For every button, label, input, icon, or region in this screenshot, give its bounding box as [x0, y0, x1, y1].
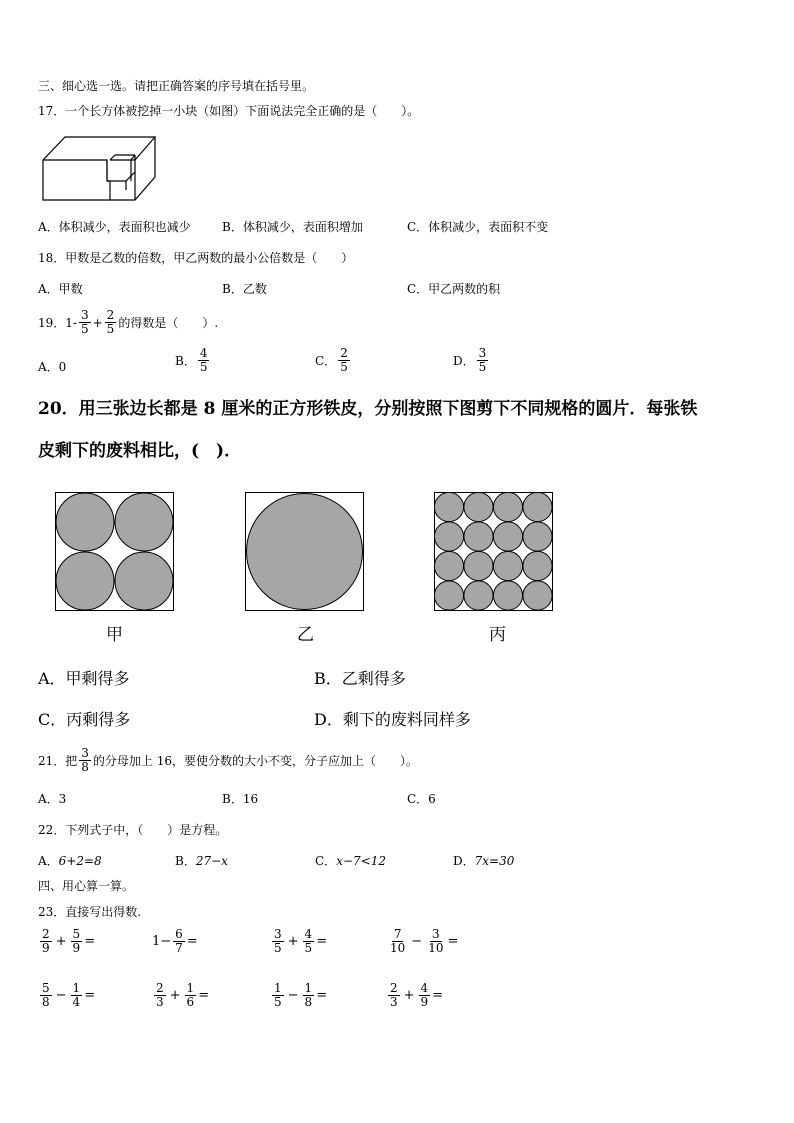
calc-fraction-1-den: 5: [274, 995, 282, 1009]
calc-fraction-1-den: 3: [390, 995, 398, 1009]
q21-option-a: A．3: [38, 792, 67, 806]
calc-fraction-1: [40, 982, 52, 1009]
calc-item: [270, 928, 327, 955]
calc-fraction-1: [388, 982, 400, 1009]
q22-d-label: D．: [453, 854, 475, 868]
q20-option-a: A．甲剩得多: [38, 669, 130, 688]
bing-circle: [464, 581, 493, 610]
calc-fraction-2-den: 4: [72, 995, 81, 1009]
question-18: 18．甲数是乙数的倍数，甲乙两数的最小公倍数是（ ）: [38, 251, 354, 265]
q18-option-b: B．乙数: [222, 282, 267, 296]
bing-circle: [523, 581, 552, 610]
calc-fraction-2-num: 1: [186, 981, 195, 995]
calc-fraction-2-den: 5: [304, 941, 313, 955]
calc-item: [38, 982, 95, 1009]
q19-c-den: 5: [340, 360, 348, 374]
calc-equals: =: [84, 988, 96, 1003]
q19-plus: +: [92, 315, 103, 330]
calc-fraction-2-num: 4: [304, 927, 313, 941]
q22-option-b: [175, 853, 228, 869]
calc-fraction-1-den: 9: [42, 941, 50, 955]
calc-fraction-1-den: 10: [390, 941, 406, 955]
calc-fraction-2-num: 1: [72, 981, 81, 995]
calc-equals: =: [84, 934, 96, 949]
question-20-line-1: 20．用三张边长都是 8 厘米的正方形铁皮，分别按照下图剪下不同规格的圆片．每张铁: [38, 399, 698, 419]
q21-f-num: 3: [81, 746, 89, 760]
q19-option-c: [315, 347, 352, 374]
calc-fraction-1-num: 5: [42, 981, 50, 995]
figure-label-yi: 乙: [297, 625, 314, 645]
calc-item: [38, 928, 95, 955]
q19-b-den: 5: [199, 360, 208, 374]
calc-fraction-2: [185, 982, 197, 1009]
q22-c-expr: x−7<12: [336, 854, 386, 868]
q22-option-c: [315, 853, 386, 869]
calc-item: [386, 928, 458, 955]
q21-f-den: 8: [81, 760, 89, 774]
calc-operator: +: [169, 988, 181, 1003]
q19-f1-num: 3: [80, 308, 89, 322]
calc-fraction-1-num: 2: [42, 927, 50, 941]
calc-operator: +: [287, 934, 299, 949]
q19-option-b: [175, 347, 211, 374]
bing-circle: [493, 492, 522, 521]
calc-fraction-1-num: 2: [156, 981, 164, 995]
calc-equals: =: [447, 934, 459, 949]
calc-item: [152, 928, 198, 955]
q21-option-c: C．6: [407, 792, 436, 806]
calc-item: [270, 982, 327, 1009]
calc-fraction-2-num: 5: [72, 927, 81, 941]
q22-d-expr: 7x=30: [474, 854, 515, 868]
calc-fraction-1: [154, 982, 166, 1009]
calc-fraction-2-den: 7: [175, 941, 183, 955]
calc-fraction-1-num: 3: [274, 927, 282, 941]
calc-fraction-1: [40, 928, 52, 955]
q17-option-c: C．体积减少，表面积不变: [407, 220, 549, 234]
calc-operator: −: [55, 988, 67, 1003]
calc-equals: =: [316, 934, 328, 949]
question-21: [38, 747, 418, 774]
bing-circle: [464, 492, 493, 521]
figure-yi: [245, 492, 365, 612]
calc-fraction-2: [71, 928, 83, 955]
calc-fraction-2-den: 8: [304, 995, 313, 1009]
calc-fraction-2-den: 9: [420, 995, 429, 1009]
q19-option-d: [453, 347, 490, 374]
q19-f2-num: 2: [106, 308, 115, 322]
q19-b-num: 4: [199, 346, 208, 360]
calc-lead: 1−: [152, 934, 172, 949]
calc-fraction-2-num: 6: [175, 927, 183, 941]
calc-equals: =: [198, 988, 210, 1003]
calc-fraction-1: [272, 982, 284, 1009]
calc-fraction-1-den: 5: [274, 941, 282, 955]
bing-circle: [523, 551, 552, 580]
calc-operator: −: [411, 934, 423, 949]
calc-fraction-1-num: 7: [393, 927, 402, 941]
bing-circle: [493, 551, 522, 580]
q18-option-a: A．甲数: [38, 282, 83, 296]
cuboid-figure: [40, 135, 160, 205]
calc-fraction-2: [71, 982, 83, 1009]
question-20-line-2: 皮剩下的废料相比，( )．: [38, 441, 242, 461]
calc-fraction-2: [426, 928, 445, 955]
question-23: 23．直接写出得数.: [38, 905, 142, 919]
q22-option-d: [453, 853, 514, 869]
calc-fraction-2-num: 3: [432, 927, 440, 941]
q20-option-d: D．剩下的废料同样多: [314, 710, 471, 729]
q17-option-a: A．体积减少，表面积也减少: [38, 220, 191, 234]
question-19: [38, 309, 218, 336]
calc-item: [386, 982, 443, 1009]
calc-fraction-1: [272, 928, 284, 955]
bing-circle: [464, 551, 493, 580]
calc-operator: +: [55, 934, 67, 949]
calc-fraction-1-den: 3: [156, 995, 164, 1009]
bing-circle: [434, 551, 463, 580]
bing-circle: [523, 492, 552, 521]
calc-fraction-1-num: 1: [274, 981, 282, 995]
q22-b-expr: 27−x: [195, 854, 228, 868]
question-17: 17．一个长方体被挖掉一小块（如图）下面说法完全正确的是（ ）。: [38, 104, 420, 118]
q19-d-num: 3: [478, 346, 487, 360]
calc-equals: =: [432, 988, 444, 1003]
q19-c-label: C．: [315, 353, 337, 368]
calc-fraction-2: [173, 928, 185, 955]
bing-circle: [434, 581, 463, 610]
calc-equals: =: [186, 934, 198, 949]
q22-c-label: C．: [315, 854, 337, 868]
figure-bing: [434, 492, 554, 612]
q21-option-b: B．16: [222, 792, 259, 806]
calc-fraction-1-num: 2: [390, 981, 398, 995]
calc-fraction-1-den: 8: [42, 995, 50, 1009]
section-title-4: 四、用心算一算。: [38, 879, 135, 893]
q18-option-c: C．甲乙两数的积: [407, 282, 501, 296]
calc-fraction-2-num: 4: [420, 981, 429, 995]
figure-label-bing: 丙: [489, 625, 506, 645]
q19-b-label: B．: [175, 353, 196, 368]
q19-prefix: 19．1-: [38, 315, 77, 330]
q19-fraction-2: [105, 309, 117, 336]
q20-option-b: B．乙剩得多: [314, 669, 406, 688]
q22-a-label: A．: [38, 854, 59, 868]
q19-c-num: 2: [340, 346, 348, 360]
question-22: 22．下列式子中，（ ）是方程。: [38, 823, 228, 837]
q22-a-expr: 6+2=8: [58, 854, 102, 868]
q19-f2-den: 5: [106, 322, 115, 336]
calc-equals: =: [316, 988, 328, 1003]
q17-option-b: B．体积减少，表面积增加: [222, 220, 363, 234]
calc-fraction-2-num: 1: [304, 981, 313, 995]
q19-f1-den: 5: [80, 322, 89, 336]
q19-fraction-1: [79, 309, 91, 336]
bing-circle: [493, 522, 522, 551]
calc-fraction-1: [388, 928, 407, 955]
bing-circle: [523, 522, 552, 551]
calc-operator: +: [403, 988, 415, 1003]
figure-jia: [55, 492, 175, 612]
bing-circle: [493, 581, 522, 610]
figure-label-jia: 甲: [106, 625, 123, 645]
q21-suffix: 的分母加上 16，要使分数的大小不变，分子应加上（ ）。: [92, 753, 419, 768]
q21-fraction: [79, 747, 91, 774]
calc-fraction-2: [303, 928, 315, 955]
q22-b-label: B．: [175, 854, 196, 868]
bing-circle: [464, 522, 493, 551]
q19-d-den: 5: [478, 360, 487, 374]
calc-fraction-2-den: 9: [72, 941, 81, 955]
q19-suffix: 的得数是（ ）.: [118, 315, 219, 330]
calc-fraction-2-den: 6: [186, 995, 195, 1009]
calc-item: [152, 982, 209, 1009]
q20-option-c: C．丙剩得多: [38, 710, 131, 729]
calc-operator: −: [287, 988, 299, 1003]
calc-fraction-2: [419, 982, 431, 1009]
q22-option-a: [38, 853, 102, 869]
q21-prefix: 21．把: [38, 753, 78, 768]
calc-fraction-2-den: 10: [428, 941, 444, 955]
calc-fraction-2: [303, 982, 315, 1009]
section-title-3: 三、细心选一选。请把正确答案的序号填在括号里。: [38, 79, 315, 93]
q19-option-a: A．0: [38, 360, 67, 374]
bing-circle: [434, 522, 463, 551]
q19-d-label: D．: [453, 353, 475, 368]
bing-circle: [434, 492, 463, 521]
